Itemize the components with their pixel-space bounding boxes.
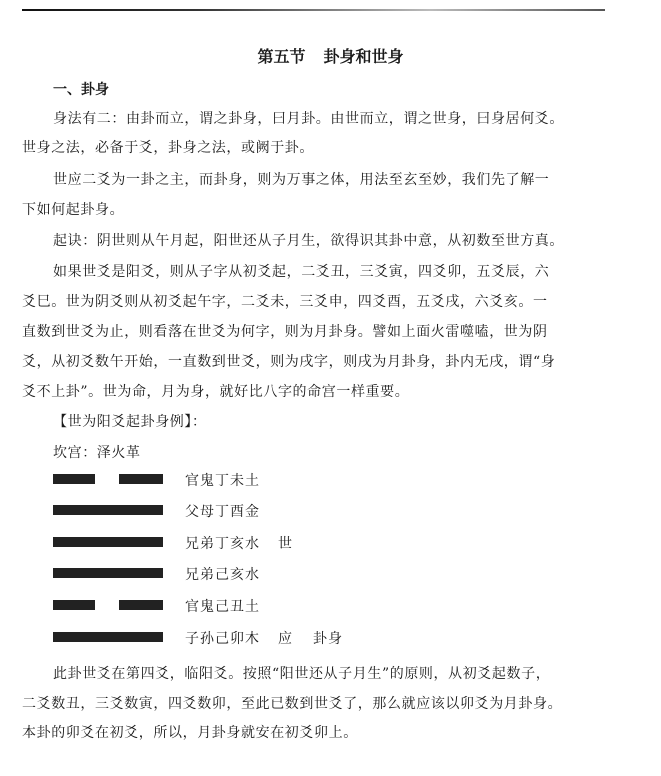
paragraph-line: 身法有二：由卦而立，谓之卦身，曰月卦。由世而立，谓之世身，曰身居何爻。	[53, 111, 564, 127]
paragraph-line: 爻巳。世为阴爻则从初爻起午字，二爻未，三爻申，四爻酉，五爻戌，六爻亥。一	[22, 294, 548, 310]
shi-marker: 世	[278, 536, 293, 552]
section-number: 第五节	[257, 47, 306, 66]
hexagram-line-label: 兄弟己亥水	[185, 567, 260, 583]
hexagram-line-yin	[53, 600, 163, 610]
example-title: 【世为阳爻起卦身例】：	[53, 414, 207, 430]
guashen-marker: 卦身	[313, 631, 343, 647]
paragraph-line: 此卦世爻在第四爻，临阳爻。按照“阳世还从子月生”的原则，从初爻起数子，	[53, 666, 551, 682]
hexagram-line-yang	[53, 632, 163, 642]
top-rule	[22, 9, 605, 11]
paragraph-line: 本卦的卯爻在初爻，所以，月卦身就安在初爻卯上。	[22, 725, 358, 741]
hexagram-line-label: 官鬼丁未土	[185, 473, 260, 489]
hexagram-line-yang	[53, 568, 163, 578]
paragraph-line: 二爻数丑，三爻数寅，四爻数卯，至此已数到世爻了，那么就应该以卯爻为月卦身。	[22, 696, 563, 712]
hexagram-line-yang	[53, 505, 163, 515]
paragraph-line: 如果世爻是阳爻，则从子字从初爻起，二爻丑，三爻寅，四爻卯，五爻辰，六	[53, 264, 550, 280]
ying-marker: 应	[278, 631, 293, 647]
hexagram-line-label: 官鬼己丑土	[185, 599, 260, 615]
paragraph-line: 爻不上卦”。世为命，月为身，就好比八字的命宫一样重要。	[22, 384, 410, 400]
page-title	[0, 44, 661, 67]
paragraph-line: 爻，从初爻数午开始，一直数到世爻，则为戌字，则戌为月卦身，卦内无戌，谓“身	[22, 354, 556, 370]
hexagram-line-label: 父母丁酉金	[185, 504, 260, 520]
palace-label: 坎宫：泽火革	[53, 445, 141, 461]
paragraph-line: 起诀：阴世则从午月起，阳世还从子月生，欲得识其卦中意，从初数至世方真。	[53, 233, 564, 249]
hexagram-line-label: 兄弟丁亥水 世	[185, 536, 293, 552]
section-title: 卦身和世身	[323, 47, 404, 66]
hexagram-line-yang	[53, 537, 163, 547]
subsection-heading: 一、卦身	[53, 82, 109, 98]
hexagram-line-label: 子孙己卯木 应 卦身	[185, 631, 343, 647]
paragraph-line: 直数到世爻为止，则看落在世爻为何字，则为月卦身。譬如上面火雷噬嗑，世为阴	[22, 324, 548, 340]
paragraph-line: 世应二爻为一卦之主，而卦身，则为万事之体，用法至玄至妙，我们先了解一	[53, 172, 550, 188]
paragraph-line: 世身之法，必备于爻，卦身之法，或阙于卦。	[22, 140, 314, 156]
hexagram-line-yin	[53, 474, 163, 484]
paragraph-line: 下如何起卦身。	[22, 202, 125, 218]
